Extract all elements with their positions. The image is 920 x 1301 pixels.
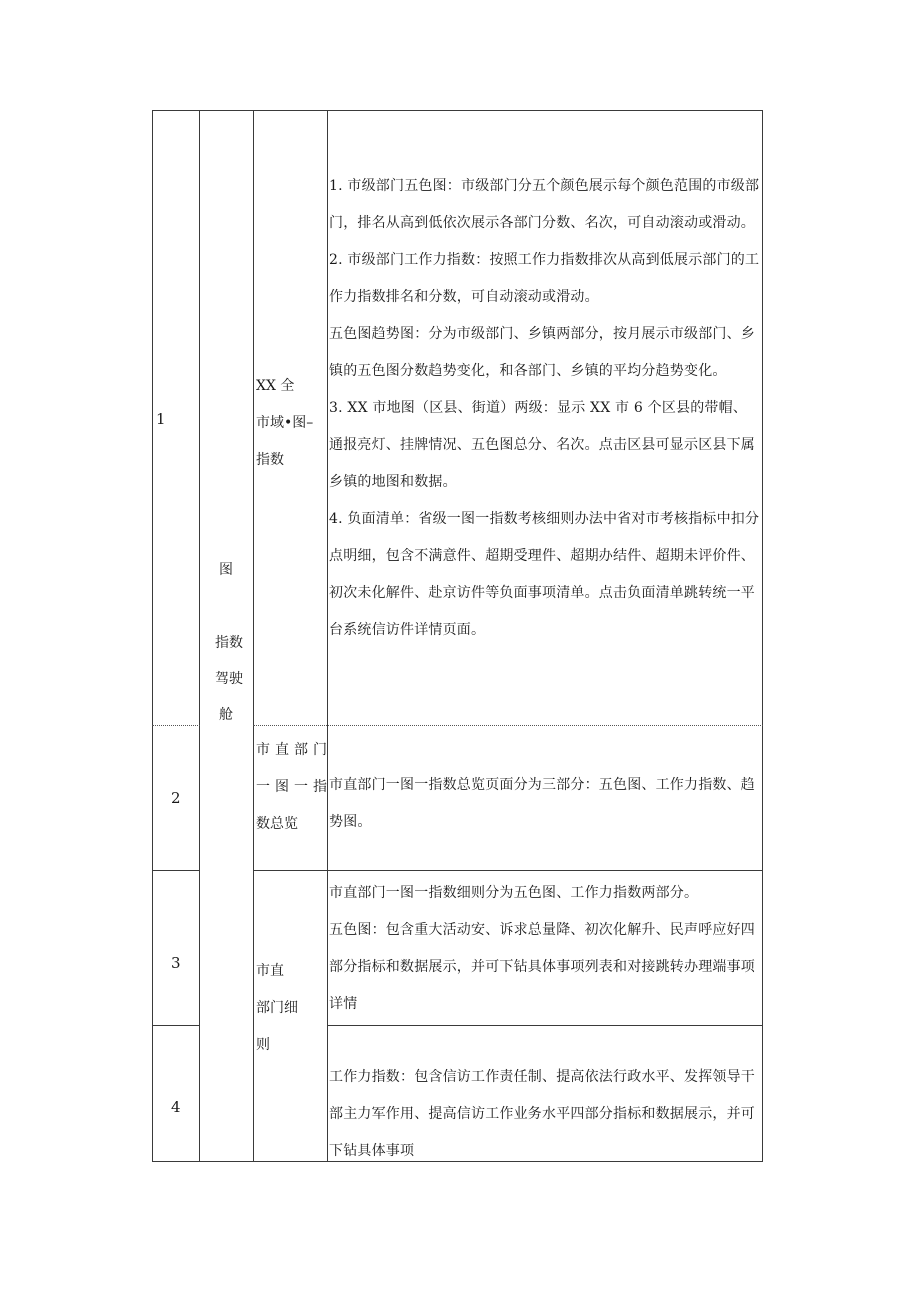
row-divider-2 — [152, 870, 200, 871]
description-paragraph: 市直部门一图一指数总览页面分为三部分：五色图、工作力指数、趋势图。 — [329, 777, 755, 830]
description-paragraph: 3. XX 市地图（区县、街道）两级：显示 XX 市 6 个区县的带帽、通报亮灯、挂牌情况、五色图总分、名次。点击区县可显示区县下属乡镇的地图和数据。 — [329, 400, 755, 490]
module-line: 市直部门 — [256, 742, 332, 758]
description-cell-3 — [329, 875, 761, 1023]
row-index-4: 4 — [171, 1098, 181, 1116]
row-divider-1 — [152, 725, 200, 726]
column-divider-1 — [199, 110, 200, 1162]
row-index-3: 3 — [171, 954, 181, 972]
module-line: 则 — [256, 1037, 270, 1053]
column-divider-2 — [253, 110, 254, 1162]
module-line: 一图一指 — [256, 779, 332, 795]
description-paragraph: 五色图：包含重大活动安、诉求总量降、初次化解升、民声呼应好四部分指标和数据展示，并可下钻具体事项列表和对接跳转办理端事项详情 — [329, 922, 755, 1012]
description-cell-4 — [329, 1059, 761, 1170]
row-divider-1b — [253, 725, 763, 726]
group-label-line: 驾驶 — [215, 671, 243, 687]
row-divider-3 — [152, 1025, 200, 1026]
module-line: 部门细 — [256, 1000, 298, 1016]
description-cell-1 — [329, 168, 761, 649]
table-border-right — [762, 110, 763, 1162]
column-divider-3 — [327, 110, 328, 1162]
group-label-line: 舱 — [219, 707, 233, 723]
module-line: 市域•图– — [256, 415, 314, 431]
description-cell-2 — [329, 767, 761, 841]
description-paragraph: 4. 负面清单：省级一图一指数考核细则办法中省对市考核指标中扣分点明细，包含不满意件、超期受理件、超期办结件、超期未评价件、初次未化解件、赴京访件等负面事项清单。点击负面清单跳转统一平台系统信访件详情页面。 — [329, 511, 760, 638]
description-paragraph: 1. 市级部门五色图：市级部门分五个颜色展示每个颜色范围的市级部门，排名从高到低依次展示各部门分数、名次，可自动滚动或滑动。 — [329, 178, 760, 231]
module-line: 数总览 — [256, 816, 298, 832]
row-divider-2b — [253, 870, 763, 871]
table-border-top — [152, 110, 763, 111]
module-line: 市直 — [256, 963, 284, 979]
description-paragraph: 五色图趋势图：分为市级部门、乡镇两部分，按月展示市级部门、乡镇的五色图分数趋势变化，和各部门、乡镇的平均分趋势变化。 — [329, 326, 755, 379]
description-paragraph: 市直部门一图一指数细则分为五色图、工作力指数两部分。 — [329, 885, 699, 901]
module-line: 指数 — [256, 452, 284, 468]
module-line: XX 全 — [256, 378, 295, 394]
row-index-2: 2 — [171, 789, 181, 807]
description-paragraph: 2. 市级部门工作力指数：按照工作力指数排次从高到低展示部门的工作力指数排名和分数，可自动滚动或滑动。 — [329, 252, 760, 305]
group-label-line: 图 — [219, 562, 233, 578]
row-divider-3b — [327, 1025, 763, 1026]
table-border-left — [152, 110, 153, 1162]
group-label-line: 指数 — [215, 635, 243, 651]
row-index-1: 1 — [156, 410, 166, 428]
description-paragraph: 工作力指数：包含信访工作责任制、提高依法行政水平、发挥领导干部主力军作用、提高信访工作业务水平四部分指标和数据展示，并可下钻具体事项 — [329, 1069, 755, 1159]
